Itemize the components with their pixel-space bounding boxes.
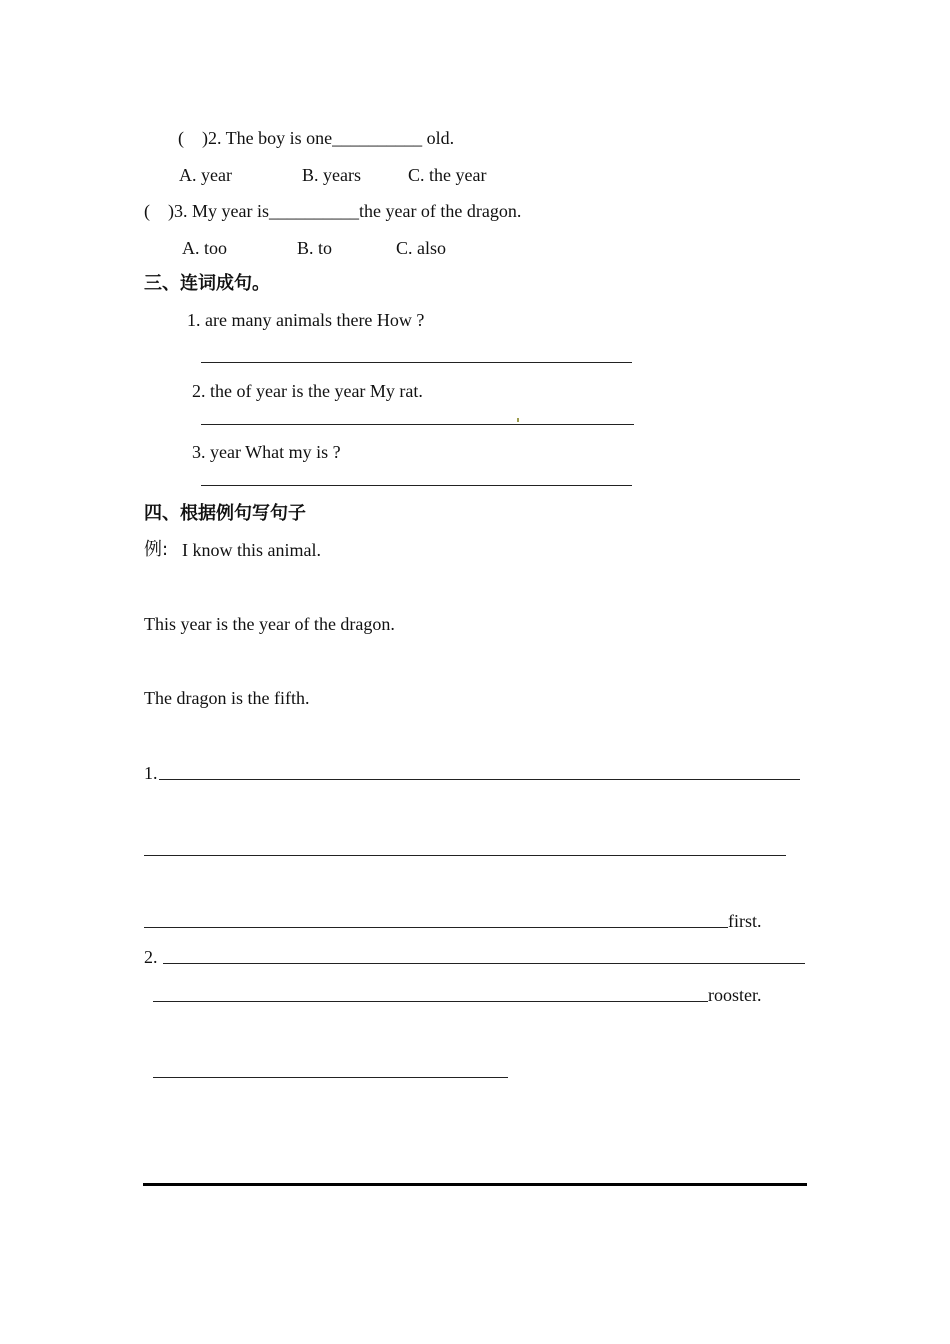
section-3-item-3: 3. year What my is ? — [192, 442, 341, 462]
question-2: ( )2. The boy is one__________ old. — [178, 128, 455, 148]
answer-line-1b[interactable] — [144, 855, 786, 856]
answer-line-s3-2[interactable] — [201, 424, 634, 425]
answer-line-2c[interactable] — [153, 1077, 508, 1078]
example-line-1: I know this animal. — [182, 540, 321, 560]
q2-option-a: A. year — [179, 165, 232, 185]
item-2-suffix: rooster. — [708, 985, 762, 1005]
item-2-label: 2. — [144, 947, 158, 967]
answer-line-s3-3[interactable] — [201, 485, 632, 486]
speck-mark — [517, 418, 519, 422]
answer-line-2a[interactable] — [163, 963, 805, 964]
example-line-2: This year is the year of the dragon. — [144, 614, 395, 634]
section-3-item-2: 2. the of year is the year My rat. — [192, 381, 423, 401]
section-4-title: 四、根据例句写句子 — [144, 503, 306, 524]
answer-line-1c[interactable] — [144, 927, 728, 928]
q3-option-b: B. to — [297, 238, 333, 258]
footer-rule — [143, 1183, 807, 1186]
item-1-suffix: first. — [728, 911, 762, 931]
question-3: ( )3. My year is__________the year of the dragon. — [144, 201, 522, 221]
q2-option-b: B. years — [302, 165, 361, 185]
example-label: 例: — [144, 539, 169, 560]
q2-option-c: C. the year — [408, 165, 487, 185]
example-line-3: The dragon is the fifth. — [144, 688, 310, 708]
section-3-title: 三、连词成句。 — [144, 273, 270, 294]
answer-line-2b[interactable] — [153, 1001, 708, 1002]
answer-line-s3-1[interactable] — [201, 362, 632, 363]
item-1-label: 1. — [144, 763, 158, 783]
section-3-item-1: 1. are many animals there How ? — [187, 310, 425, 330]
answer-line-1a[interactable] — [159, 779, 800, 780]
q3-option-c: C. also — [396, 238, 447, 258]
q3-option-a: A. too — [182, 238, 227, 258]
